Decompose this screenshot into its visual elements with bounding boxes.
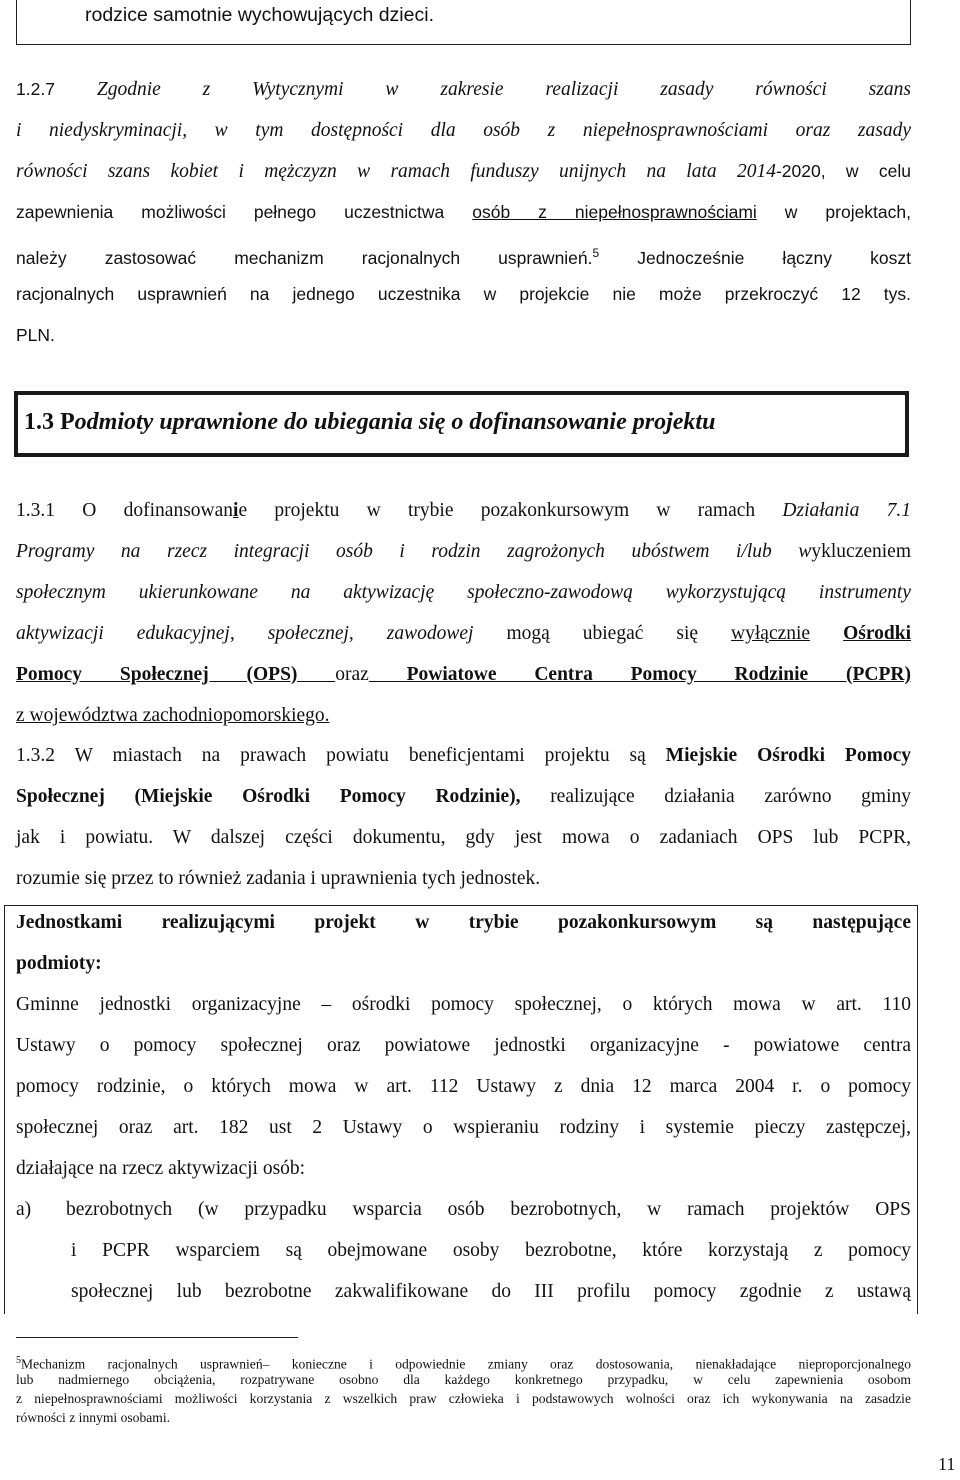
entities-line-1: Gminne jednostki organizacyjne – ośrodki pomocy społecznej, o których mowa w art. 110	[16, 994, 911, 1015]
list-item-a-line-1	[16, 1189, 911, 1230]
p127-num: 1.2.7	[16, 79, 55, 99]
p132-line-2	[16, 776, 911, 817]
p127-line5-b: Jednocześnie łączny koszt	[599, 247, 911, 268]
p132-l2-a: realizujące działania zarówno gminy	[520, 786, 911, 807]
p131-l1-a: 1.3.1 O dofinansowan	[16, 500, 234, 521]
p127-line-5	[16, 233, 911, 274]
p127-line-6: racjonalnych usprawnień na jednego uczestnika w projekcie nie może przekroczyć 12 tys.	[16, 284, 911, 304]
entities-line-3: pomocy rodzinie, o których mowa w art. 112 Ustawy z dnia 12 marca 2004 r. o pomocy	[16, 1076, 911, 1097]
p131-l5-a: oraz	[335, 664, 369, 685]
p127-line4-b: w projektach,	[756, 202, 912, 222]
p131-l2-italic: Programy na rzecz integracji osób i rodzin zagrożonych ubóstwem i/lub w	[16, 541, 812, 562]
p131-l4-a: mogą ubiegać się	[473, 623, 732, 644]
footnote-line-1	[16, 1351, 911, 1370]
p127-line-4	[16, 192, 911, 233]
p127-line3-rest: -2020, w celu	[775, 161, 911, 181]
p127-line-2: i niedyskryminacji, w tym dostępności dla osób z niepełnosprawnościami oraz zasady	[16, 120, 911, 141]
p131-l4-italic: aktywizacji edukacyjnej, społecznej, zawodowej	[16, 623, 474, 644]
paragraph-1-2-7	[16, 69, 911, 356]
paragraph-1-3-2	[16, 735, 911, 899]
p127-line-7: PLN.	[16, 325, 55, 345]
p131-line-5	[16, 654, 911, 695]
list-item-a-line-3	[16, 1271, 911, 1312]
p132-line-1	[16, 735, 911, 776]
p127-line3-italic: równości szans kobiet i mężczyzn w ramach funduszy unijnych na lata 2014	[16, 161, 776, 182]
section-heading	[24, 409, 715, 436]
list-item-a-text-1: bezrobotnych (w przypadku wsparcia osób bezrobotnych, w ramach projektów OPS	[66, 1199, 911, 1220]
footnote-num: 5	[16, 1355, 21, 1366]
p131-l5-ub1: Pomocy Społecznej (OPS)	[16, 664, 336, 685]
entities-line-4: społecznej oraz art. 182 ust 2 Ustawy o wspieraniu rodziny i systemie pieczy zastępczej,	[16, 1117, 911, 1138]
p132-l1-b: Miejskie Ośrodki Pomocy	[665, 745, 911, 766]
entities-heading-1: Jednostkami realizującymi projekt w trybie pozakonkursowym są następujące	[16, 912, 911, 933]
p131-line-3: społecznym ukierunkowane na aktywizację społeczno-zawodową wykorzystującą instrumenty	[16, 582, 911, 603]
footnote-line-2: lub nadmiernego obciążenia, rozpatrywane osobno dla każdego konkretnego przypadku, w celu zapewnienia osobom	[16, 1372, 911, 1387]
section-heading-box	[14, 391, 909, 457]
p127-line5-a: należy zastosować mechanizm racjonalnych usprawnień.	[16, 247, 593, 268]
paragraph-1-3-1	[16, 490, 911, 736]
p127-line4-a: zapewnienia możliwości pełnego uczestnictwa	[16, 202, 473, 222]
p132-line-4: rozumie się przez to również zadania i uprawnienia tych jednostek.	[16, 868, 541, 889]
p127-line1-text: Zgodnie z Wytycznymi w zakresie realizacji zasady równości szans	[96, 79, 911, 100]
p131-l4-ub: Ośrodki	[843, 623, 912, 644]
p131-line-2	[16, 531, 911, 572]
entities-section	[16, 902, 911, 1312]
list-item-a-text-3: społecznej lub bezrobotne zakwalifikowane do III profilu pomocy zgodnie z ustawą	[71, 1281, 911, 1302]
continuation-text: rodzice samotnie wychowujących dzieci.	[85, 4, 434, 26]
p131-l1-u: i	[233, 500, 239, 521]
p131-line-1	[16, 490, 911, 531]
entities-heading-2: podmioty:	[16, 953, 102, 974]
p132-l1-a: 1.3.2 W miastach na prawach powiatu beneficjentami projektu są	[16, 745, 666, 766]
list-item-a-line-2	[16, 1230, 911, 1271]
p131-l4-u: wyłącznie	[731, 623, 811, 644]
p132-l2-b: Społecznej (Miejskie Ośrodki Pomocy Rodzinie),	[16, 786, 521, 807]
page-number: 11	[938, 1454, 956, 1474]
p131-l1-italic: Działania 7.1	[782, 500, 911, 521]
footnote-l1: Mechanizm racjonalnych usprawnień– konieczne i odpowiednie zmiany oraz dostosowania, nienakładające nieproporcjonalnego	[21, 1356, 911, 1372]
section-heading-num: 1.3 P	[24, 409, 75, 435]
p131-line-6: z województwa zachodniopomorskiego.	[16, 705, 330, 726]
p127-line-1	[16, 69, 911, 110]
entities-line-2: Ustawy o pomocy społecznej oraz powiatowe jednostki organizacyjne - powiatowe centra	[16, 1035, 911, 1056]
p127-line4-underlined: osób z niepełnosprawnościami	[472, 202, 757, 222]
p131-l5-ub2: Powiatowe Centra Pomocy Rodzinie (PCPR)	[368, 664, 911, 685]
p131-line-4	[16, 613, 911, 654]
entities-line-5: działające na rzecz aktywizacji osób:	[16, 1158, 306, 1179]
p131-l2-b: ykluczeniem	[811, 541, 911, 562]
continuation-box	[16, 0, 911, 45]
p127-line-3	[16, 151, 911, 192]
p132-line-3: jak i powiatu. W dalszej części dokumentu, gdy jest mowa o zadaniach OPS lub PCPR,	[16, 827, 911, 848]
list-item-a-text-2: i PCPR wsparciem są obejmowane osoby bezrobotne, które korzystają z pomocy	[71, 1240, 911, 1261]
footnote-separator	[16, 1337, 298, 1338]
footnote-line-3: z niepełnosprawnościami możliwości korzystania z wszelkich praw człowieka i podstawowych wolności oraz ich wykonywania na zasadzie	[16, 1391, 911, 1406]
footnote-line-4: równości z innymi osobami.	[16, 1410, 171, 1425]
p131-l1-b: e projektu w trybie pozakonkursowym w ramach	[238, 500, 783, 521]
footnote-ref-5: 5	[592, 246, 600, 260]
list-item-a-label: a)	[16, 1199, 32, 1220]
section-heading-title: odmioty uprawnione do ubiegania się o dofinansowanie projektu	[74, 409, 716, 435]
